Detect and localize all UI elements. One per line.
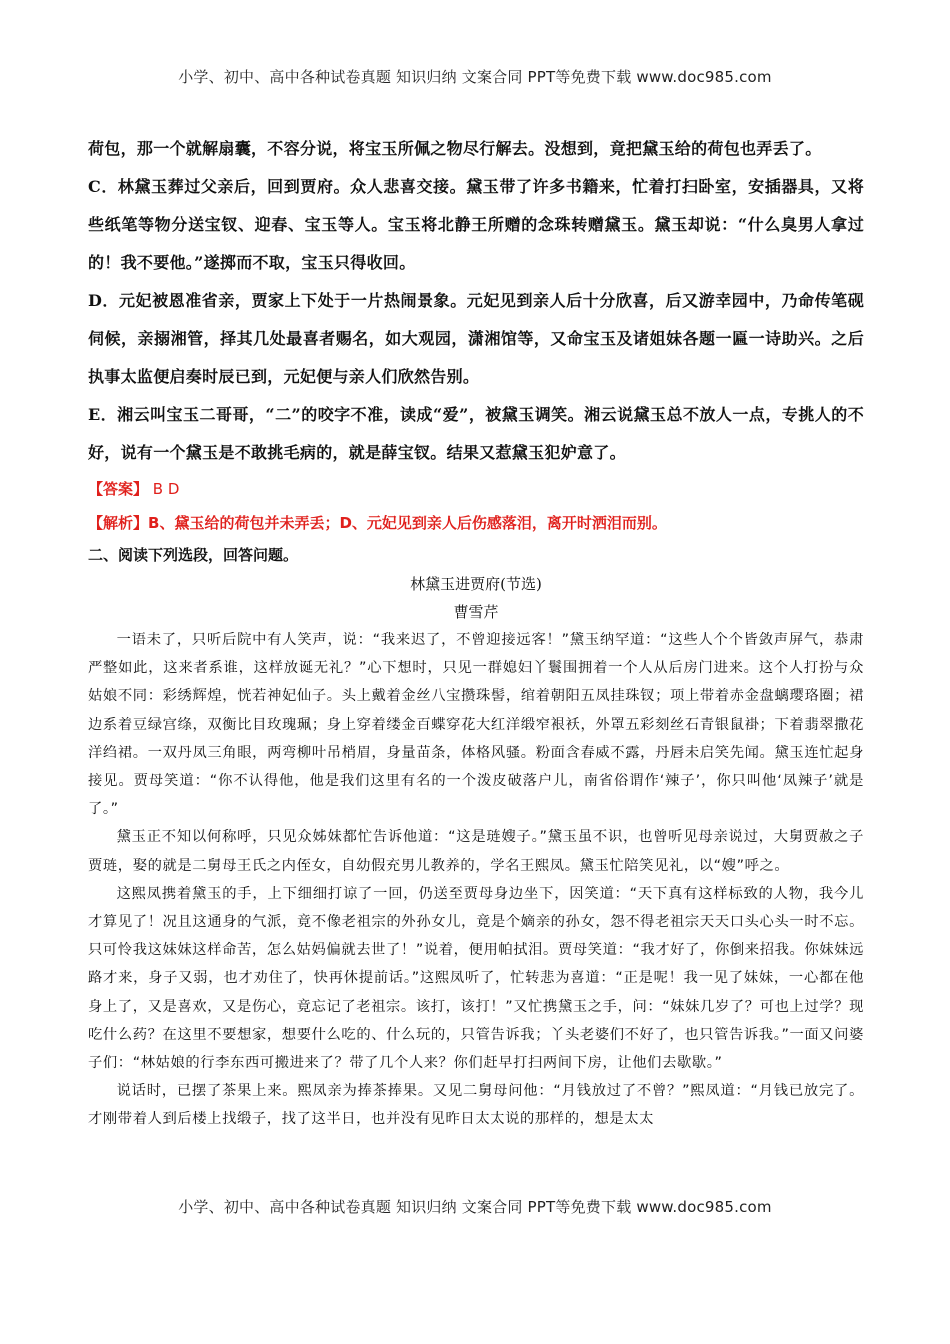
answer-label: 【答案】: [88, 480, 149, 498]
passage-paragraph: 这熙凤携着黛玉的手，上下细细打谅了一回，仍送至贾母身边坐下，因笑道：“天下真有这样标致的人物，我今儿才算见了！况且这通身的气派，竟不像老祖宗的外孙女儿，竟是个嫡亲的孙女，怨不得老祖宗天天口头心头一时不忘。只可怜我这妹妹这样命苦，怎么姑妈偏就去世了！”说着，便用帕拭泪。贾母笑道：“我才好了，你倒来招我。你妹妹远路才来，身子又弱，也才劝住了，快再休提前话。”这熙凤听了，忙转悲为喜道：“正是呢！我一见了妹妹，一心都在他身上了，又是喜欢，又是伤心，竟忘记了老祖宗。该打，该打！”又忙携黛玉之手，问：“妹妹几岁了？可也上过学？现吃什么药？在这里不要想家，想要什么吃的、什么玩的，只管告诉我；丫头老婆们不好了，也只管告诉我。”一面又问婆子们：“林姑娘的行李东西可搬进来了？带了几个人来？你们赶早打扫两间下房，让他们去歇歇。”: [88, 885, 864, 1072]
option-b-continuation: 荷包，那一个就解扇囊，不容分说，将宝玉所佩之物尽行解去。没想到，竟把黛玉给的荷包也弄丢了。: [88, 139, 822, 158]
document-body: [88, 130, 864, 1134]
passage-author: 曹雪芹: [453, 603, 499, 621]
answer-line: [88, 472, 864, 506]
passage-paragraph: 说话时，已摆了茶果上来。熙凤亲为捧茶捧果。又见二舅母问他：“月钱放过了不曾？”熙凤道：“月钱已放完了。才刚带着人到后楼上找缎子，找了这半日，也并没有见昨日太太说的那样的，想是太太: [88, 1083, 864, 1128]
page-header: 小学、初中、高中各种试卷真题 知识归纳 文案合同 PPT等免费下载 www.doc985.com: [178, 68, 772, 86]
passage-paragraph: 黛玉正不知以何称呼，只见众姊妹都忙告诉他道：“这是琏嫂子。”黛玉虽不识，也曾听见母亲说过，大舅贾赦之子贾琏，娶的就是二舅母王氏之内侄女，自幼假充男儿教养的，学名王熙凤。黛玉忙陪笑见礼，以“嫂”呼之。: [88, 829, 864, 874]
passage-title: 林黛玉进贾府(节选): [410, 575, 542, 593]
analysis-line: [88, 506, 864, 540]
answer-value: B D: [148, 480, 180, 498]
option-e: E．湘云叫宝玉二哥哥，“二”的咬字不准，读成“爱”，被黛玉调笑。湘云说黛玉总不放人一点，专挑人的不好，说有一个黛玉是不敢挑毛病的，就是薛宝钗。结果又惹黛玉犯妒意了。: [88, 405, 864, 462]
analysis-text: B、黛玉给的荷包并未弄丢；D、元妃见到亲人后伤感落泪，离开时洒泪而别。: [148, 514, 667, 532]
analysis-label: 【解析】: [88, 514, 149, 532]
option-d: D．元妃被恩准省亲，贾家上下处于一片热闹景象。元妃见到亲人后十分欣喜，后又游幸园中，乃命传笔砚伺候，亲搦湘管，择其几处最喜者赐名，如大观园，潇湘馆等，又命宝玉及诸姐妹各题一匾一诗助兴。之后执事太监便启奏时辰已到，元妃便与亲人们欣然告别。: [88, 291, 864, 386]
passage-paragraph: 一语未了，只听后院中有人笑声，说：“我来迟了，不曾迎接远客！”黛玉纳罕道：“这些人个个皆敛声屏气，恭肃严整如此，这来者系谁，这样放诞无礼？”心下想时，只见一群媳妇丫鬟围拥着一个人从后房门进来。这个人打扮与众姑娘不同：彩绣辉煌，恍若神妃仙子。头上戴着金丝八宝攒珠髻，绾着朝阳五凤挂珠钗；项上带着赤金盘螭璎珞圈；裙边系着豆绿宫绦，双衡比目玫瑰珮；身上穿着缕金百蝶穿花大红洋缎窄裉袄，外罩五彩刻丝石青银鼠褂；下着翡翠撒花洋绉裙。一双丹凤三角眼，两弯柳叶吊梢眉，身量苗条，体格风骚。粉面含春威不露，丹唇未启笑先闻。黛玉连忙起身接见。贾母笑道：“你不认得他，他是我们这里有名的一个泼皮破落户儿，南省俗谓作‘辣子’，你只叫他‘凤辣子’就是了。”: [88, 632, 864, 818]
section-heading: 二、阅读下列选段，回答问题。: [88, 546, 299, 564]
option-c: C．林黛玉葬过父亲后，回到贾府。众人悲喜交接。黛玉带了许多书籍来，忙着打扫卧室，安插器具，又将些纸笔等物分送宝钗、迎春、宝玉等人。宝玉将北静王所赠的念珠转赠黛玉。黛玉却说：“什么臭男人拿过的！我不要他。”遂掷而不取，宝玉只得收回。: [88, 177, 864, 272]
page-footer: 小学、初中、高中各种试卷真题 知识归纳 文案合同 PPT等免费下载 www.doc985.com: [178, 1198, 772, 1216]
